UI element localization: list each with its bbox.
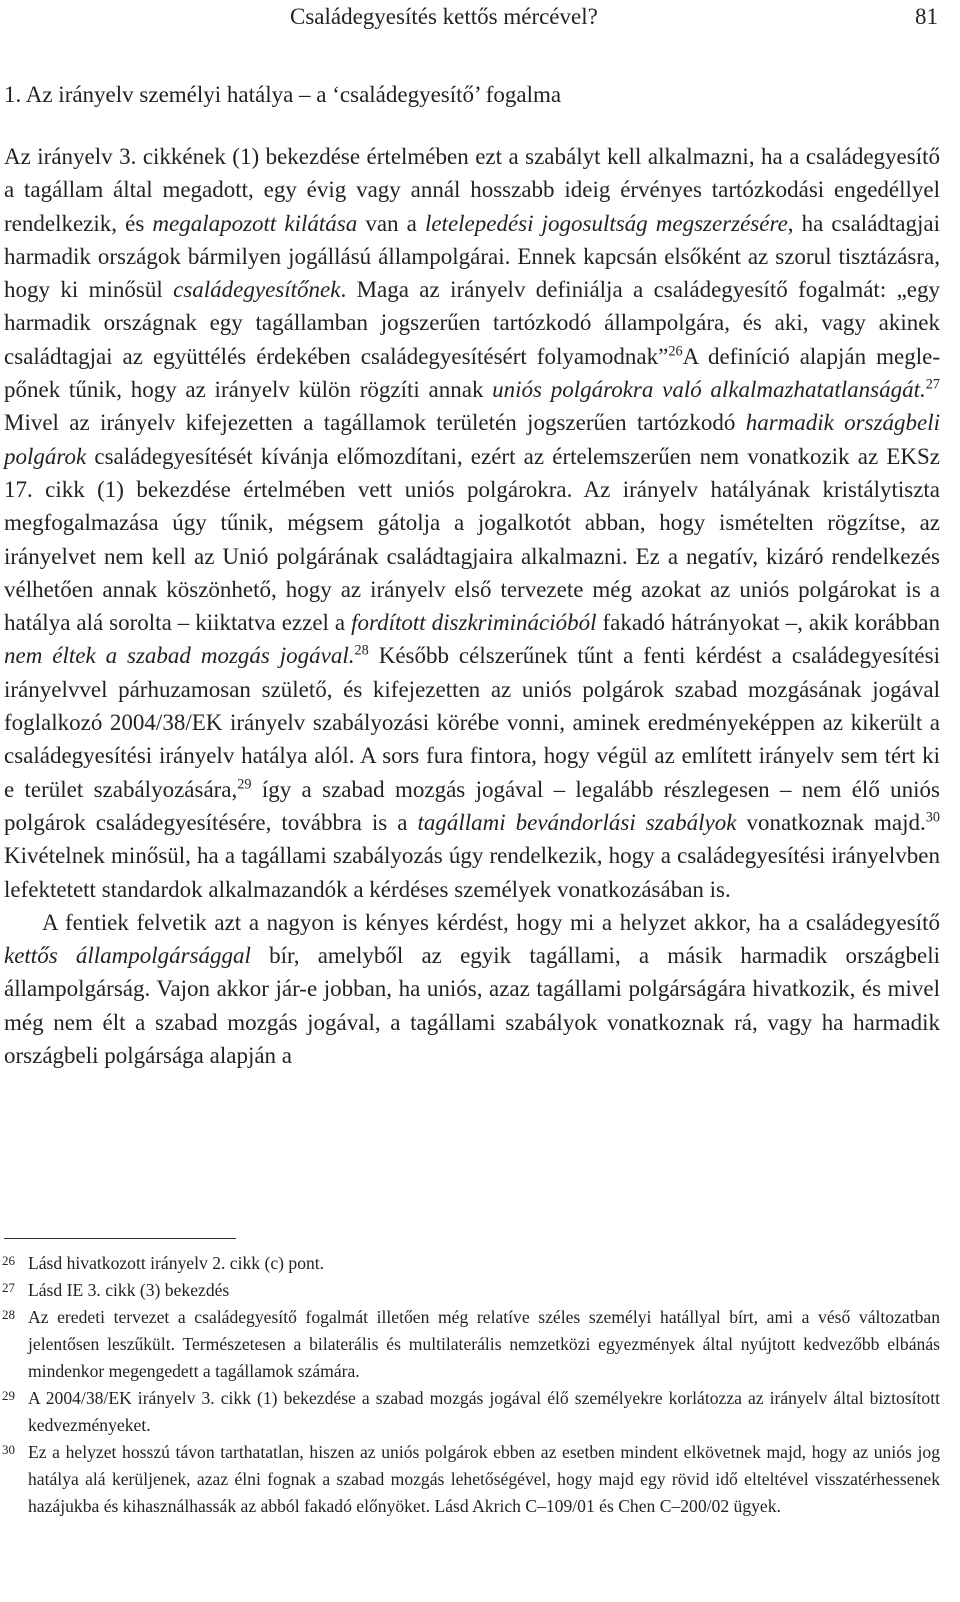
footnote-reference: 30 xyxy=(925,809,941,826)
text-run: Mivel az irányelv kifejezetten a tagállamok területén jogszerűen tartózkodó xyxy=(4,410,746,436)
text-run: fakadó hátrányokat –, akik korábban xyxy=(596,610,940,636)
body-text xyxy=(4,140,940,1072)
body-paragraph xyxy=(4,906,940,1072)
footnote-reference: 27 xyxy=(925,376,940,393)
italic-phrase: nem éltek a szabad mozgás jogával. xyxy=(4,643,355,669)
footnote-item xyxy=(4,1304,940,1385)
footnote-item xyxy=(4,1250,940,1277)
footnote-number: 28 xyxy=(2,1307,15,1322)
footnote-reference: 28 xyxy=(354,642,369,659)
body-paragraph xyxy=(4,140,940,906)
running-title: Családegyesítés kettős mércével? xyxy=(290,4,598,29)
footnote-text: Lásd IE 3. cikk (3) bekezdés xyxy=(28,1280,230,1300)
italic-phrase: letelepedési jogosultság megszerzésére xyxy=(424,210,788,236)
text-run: családegyesítését kívánja előmozdítani, ezért az értelemszerűen nem vonatkozik az EKSz 17. cikk (1) bekezdése értelmében vett uniós polgárokra. Az irányelv hatályának kristálytiszta megfogalmazása úgy tűnik, mégsem gátolja a jogalkotót abban, hogy ismételten rögzítse, az irányelvet nem kell az Unió polgárának családtagjaira alkalmazni. Ez a negatív, kizáró rendelkezés vélhetően annak köszönhető, hogy az irányelv első tervezete még azokat az uniós polgárokat is a hatálya alá sorolta – kiiktatva ezzel a xyxy=(4,443,940,636)
text-run: így a szabad mozgás jogával – legalább részlegesen – nem élő uniós polgárok családegyesítésére, továbbra is a xyxy=(4,776,940,835)
footnote-text: A 2004/38/EK irányelv 3. cikk (1) bekezdése a szabad mozgás jogával élő személyekre korlátozza az irányelv által biztosított kedvezményeket. xyxy=(28,1388,940,1435)
text-run: bír, amelyből az egyik tagállami, a másik harmadik országbeli állampolgárság. Vajon akkor jár-e jobban, ha uniós, azaz tagállami polgárságára hivatkozik, és mivel még nem élt a szabad mozgás jogával, a tagállami szabályok vonatkoznak rá, vagy ha harmadik országbeli polgársága alapján a xyxy=(4,943,940,1069)
page-number: 81 xyxy=(915,4,938,29)
footnote-item xyxy=(4,1439,940,1520)
text-run: , ha családtagjai harmadik országok bármilyen jogállású állampolgárai. Ennek kapcsán elsőként az szorul tisztázásra, hogy ki minősül xyxy=(4,210,940,303)
italic-phrase: harmadik országbeli polgárok xyxy=(4,410,941,469)
footnote-text: Lásd hivatkozott irányelv 2. cikk (c) pont. xyxy=(28,1253,325,1273)
section-heading: 1. Az irányelv személyi hatálya – a ‘családegyesítő’ fogalma xyxy=(4,82,562,107)
text-run: van a xyxy=(357,210,425,236)
text-run: . Maga az irányelv definiálja a családegyesítő fogalmát: „egy harmadik országnak egy tagállamban jogszerűen tartózkodó állampolgára, és aki, vagy akinek családtagjai az együttélés érdekében családegyesítésért folyamodnak” xyxy=(4,277,940,369)
footnote-number: 26 xyxy=(2,1253,15,1268)
text-run: vonatkoznak majd. xyxy=(736,809,926,835)
footnote-item xyxy=(4,1277,940,1304)
italic-phrase: tagállami bevándorlási szabályok xyxy=(417,809,737,835)
footnote-number: 27 xyxy=(2,1280,15,1295)
footnote-reference: 29 xyxy=(237,775,252,792)
footnote-reference: 26 xyxy=(668,343,683,360)
italic-phrase: kettős állampolgársággal xyxy=(4,943,251,969)
italic-phrase: uniós polgárokra való alkalmazhatatlanságát. xyxy=(492,377,926,403)
text-run: Az irányelv 3. cikkének (1) bekezdése értelmében ezt a szabályt kell alkalmazni, ha a családegyesítő a tagállam által megadott, egy évig vagy annál hosszabb ideig érvényes tartózkodási engedéllyel rendelkezik, és xyxy=(4,144,940,236)
text-run: Később célszerűnek tűnt a fenti kérdést a családegyesítési irányelvvel párhuzamosan születő, és kifejezetten az uniós polgárok szabad mozgásának jogával foglalkozó 2004/38/EK irányelv szabályozási körébe vonni, aminek eredményeképpen az kikerült a családegyesítési irányelv hatálya alól. A sors fura fintora, hogy végül az említett irányelv sem tért ki e terület szabályozására, xyxy=(4,643,940,802)
footnote-item xyxy=(4,1385,940,1439)
footnote-number: 30 xyxy=(2,1442,15,1457)
text-run: A definíció alapján meglepőnek tűnik, hogy az irányelv külön rögzíti annak xyxy=(4,343,940,403)
footnotes xyxy=(4,1250,940,1520)
footnote-text: Az eredeti tervezet a családegyesítő fogalmát illetően még relatíve széles személyi hatállyal bírt, ami a véső változatban jelentősen leszűkült. Természetesen a bilaterális és multilaterális nemzetközi egyezmények által nyújtott kedvezőbb elbánás mindenkor megengedett a tagállamok számára. xyxy=(28,1307,940,1381)
italic-phrase: fordított diszkriminációból xyxy=(351,610,597,636)
text-run: A fentiek felvetik azt a nagyon is kényes kérdést, hogy mi a helyzet akkor, ha a családegyesítő xyxy=(42,909,940,935)
footnote-text: Ez a helyzet hosszú távon tarthatatlan, hiszen az uniós polgárok ebben az esetben mindent elkövetnek majd, hogy az uniós jog hatálya alá kerüljenek, azaz élni fognak a szabad mozgás lehetőségével, hogy majd egy rövid idő elteltével visszatérhessenek hazájukba és kihasználhassák az abból fakadó előnyöket. Lásd Akrich C–109/01 és Chen C–200/02 ügyek. xyxy=(28,1442,940,1516)
footnote-divider xyxy=(4,1238,236,1239)
text-run: Kivételnek minősül, ha a tagállami szabályozás úgy rendelkezik, hogy a családegyesítési irányelvben lefektetett standardok alkalmazandók a kérdéses személyek vonatkozásában is. xyxy=(4,843,940,902)
footnote-number: 29 xyxy=(2,1388,15,1403)
italic-phrase: megalapozott kilátása xyxy=(152,210,358,236)
italic-phrase: családegyesítőnek xyxy=(173,277,341,303)
